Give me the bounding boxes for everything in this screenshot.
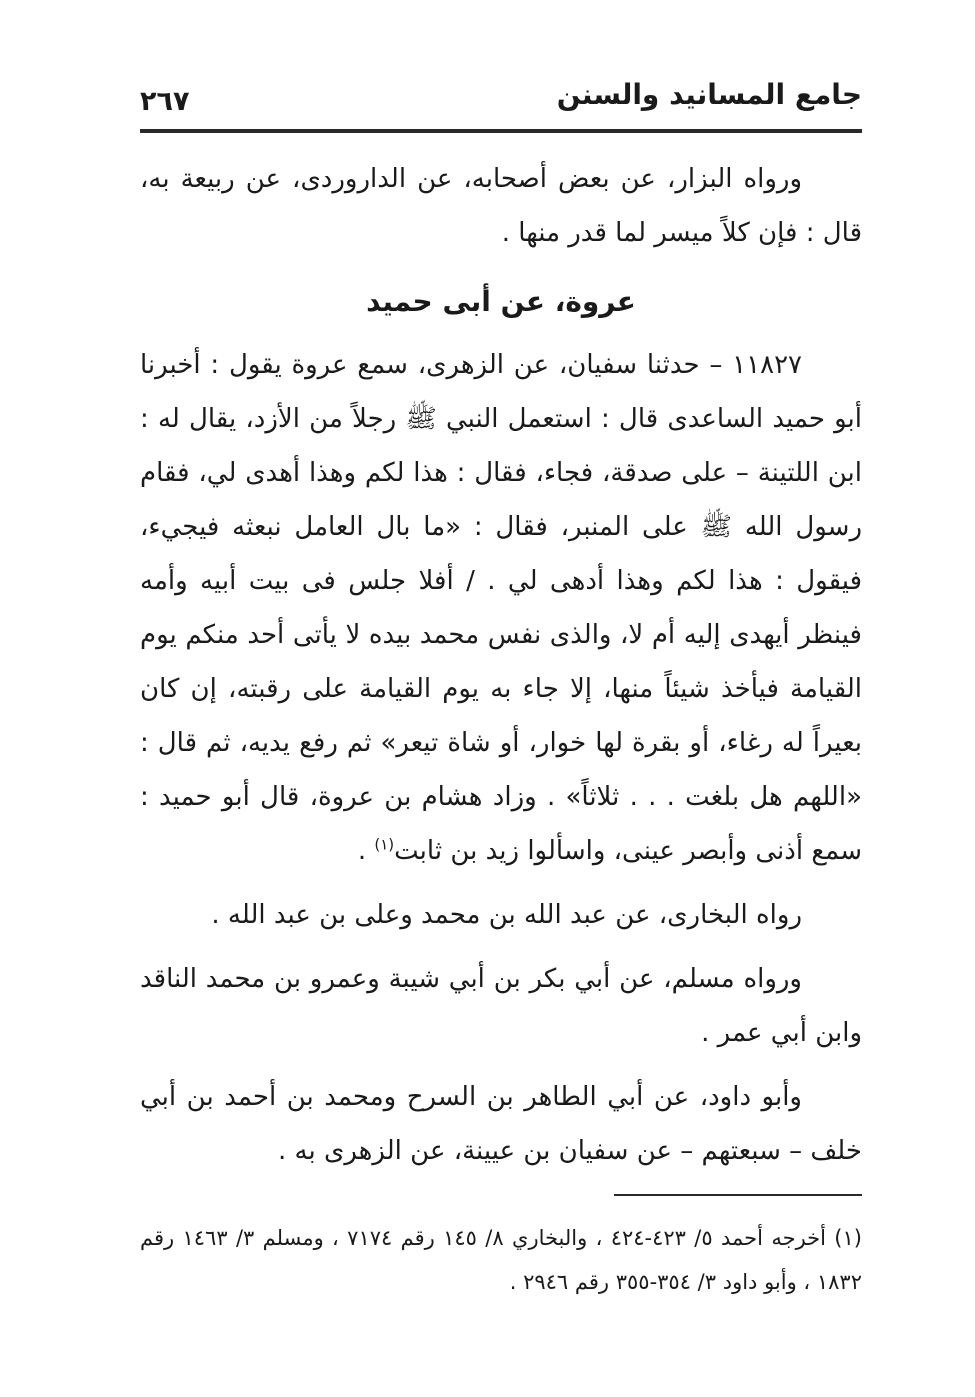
paragraph-intro: ورواه البزار، عن بعض أصحابه، عن الداروردى، عن ربيعة به، قال : فإن كلاً ميسر لما قدر منها . — [140, 164, 862, 248]
page-number: ٢٦٧ — [140, 86, 190, 117]
hadith-text: ١١٨٢٧ – حدثنا سفيان، عن الزهرى، سمع عروة يقول : أخبرنا أبو حميد الساعدى قال : استعمل النبي ﷺ رجلاً من الأزد، يقال له : ابن اللتينة – على صدقة، فجاء، فقال : هذا لكم وهذا أهدى لي، فقام رسول الله ﷺ على المنبر، فقال : «ما بال العامل نبعثه فيجيء، فيقول : هذا لكم وهذا أدهى لي . / أفلا جلس فى بيت أبيه وأمه فينظر أيهدى إليه أم لا، والذى نفس محمد بيده لا يأتى أحد منكم يوم القيامة فيأخذ شيئاً منها، إلا جاء به يوم القيامة على رقبته، إن كان بعيراً له رغاء، أو بقرة لها خوار، أو شاة تيعر» ثم رفع يديه، ثم قال : «اللهم هل بلغت . . . ثلاثاً» . وزاد هشام بن عروة، قال أبو حميد : سمع أذنى وأبصر عينى، واسألوا زيد بن ثابت — [140, 350, 862, 866]
running-title: جامع المسانيد والسنن — [556, 78, 862, 111]
paragraph-abudawud: وأبو داود، عن أبي الطاهر بن السرح ومحمد بن أحمد بن أبي خلف – سبعتهم – عن سفيان بن عيينة، عن الزهرى به . — [140, 1082, 862, 1166]
footnote-divider — [614, 1194, 862, 1196]
main-text — [140, 152, 862, 1178]
hadith-end: . — [357, 836, 375, 866]
paragraph-hadith — [140, 338, 862, 878]
page-header — [140, 72, 862, 122]
section-heading: عروة، عن أبى حميد — [366, 285, 636, 318]
paragraph-bukhari: رواه البخارى، عن عبد الله بن محمد وعلى بن عبد الله . — [211, 900, 802, 930]
paragraph-muslim: ورواه مسلم، عن أبي بكر بن أبي شيبة وعمرو بن محمد الناقد وابن أبي عمر . — [140, 964, 862, 1048]
header-divider — [140, 129, 862, 133]
footnote-marker: (١) — [374, 835, 395, 854]
footnote: (١) أخرجه أحمد ٥/ ٤٢٣-٤٢٤ ، والبخاري ٨/ ١٤٥ رقم ٧١٧٤ ، ومسلم ٣/ ١٤٦٣ رقم ١٨٣٢ ، وأبو داود ٣/ ٣٥٤-٣٥٥ رقم ٢٩٤٦ . — [140, 1226, 862, 1294]
